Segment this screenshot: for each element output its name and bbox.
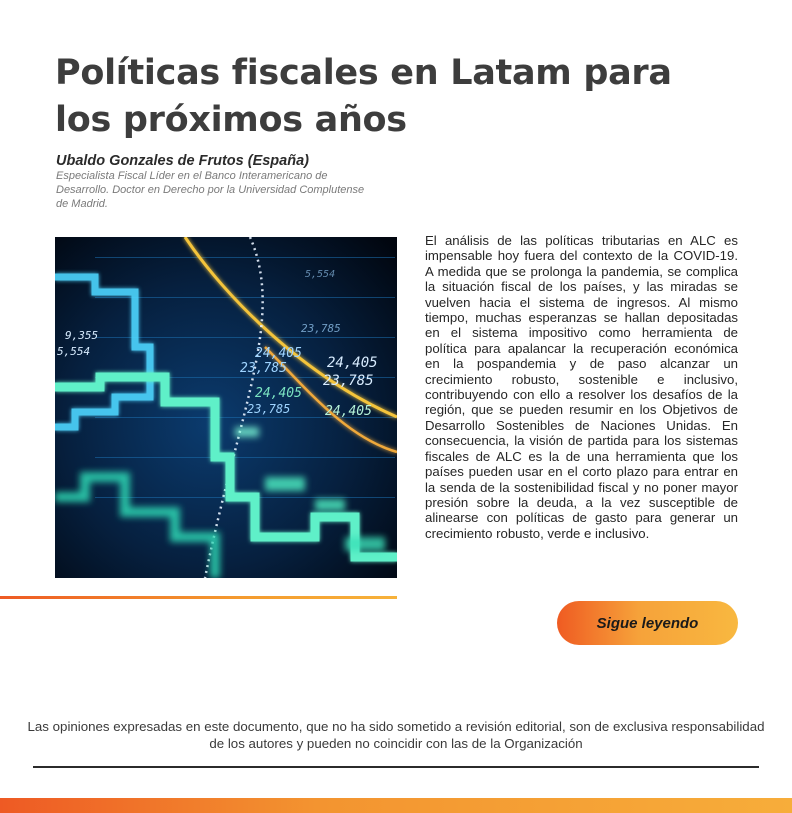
hero-number: 9,355 <box>65 329 99 342</box>
author-name: Ubaldo Gonzales de Frutos (España) <box>56 153 309 169</box>
hero-number: 23,785 <box>301 322 341 335</box>
footer-divider <box>33 766 759 768</box>
editorial-disclaimer: Las opiniones expresadas en este documento, que no ha sido sometido a revisión editorial, son de exclusiva responsabilidad de los autores y pueden no coincidir con las de la Organización <box>27 719 765 751</box>
hero-number: 24,405 <box>327 355 378 371</box>
hero-number: 23,785 <box>247 402 291 416</box>
hero-number: 24,405 <box>255 346 302 361</box>
author-bio: Especialista Fiscal Líder en el Banco Interamericano de Desarrollo. Doctor en Derecho por la Universidad Complutense de Madrid. <box>56 170 365 210</box>
hero-number: 5,554 <box>57 345 91 358</box>
hero-number: 5,554 <box>305 269 336 280</box>
hero-number: 23,785 <box>323 373 374 389</box>
article-body: El análisis de las políticas tributarias en ALC es impensable hoy fuera del contexto de la COVID-19. A medida que se prolonga la pandemia, se complica la situación fiscal de los países, y las miradas se vuelven hacia el sistema de ingresos. Al mismo tiempo, muchas esperanzas se hallan depositadas en el sistema impositivo como herramienta de política para apalancar la recuperación económica en la pospandemia y de paso alcanzar un crecimiento robusto, sostenible e inclusivo, contribuyendo con ello a resolver los desafíos de la región, que se pueden resumir en los Objetivos de Desarrollo Sostenibles de Naciones Unidas. En consecuencia, la visión de partida para los sistemas fiscales de ALC es la de una herramienta que los países pueden usar en el corto plazo para entrar en la senda de la sostenibilidad fiscal y no poner mayor presión sobre la deuda, a la vez susceptible de alinearse con políticas de gasto para generar un crecimiento robusto, verde e inclusivo. <box>425 233 738 541</box>
read-more-button[interactable]: Sigue leyendo <box>557 601 738 645</box>
hero-number: 24,405 <box>325 404 372 419</box>
accent-divider <box>0 596 397 599</box>
hero-image-financial-chart <box>55 237 397 578</box>
hero-number: 23,785 <box>240 361 287 376</box>
hero-number: 24,405 <box>255 386 302 401</box>
bottom-accent-band <box>0 798 792 813</box>
article-title: Políticas fiscales en Latam para los próximos años <box>55 53 672 140</box>
